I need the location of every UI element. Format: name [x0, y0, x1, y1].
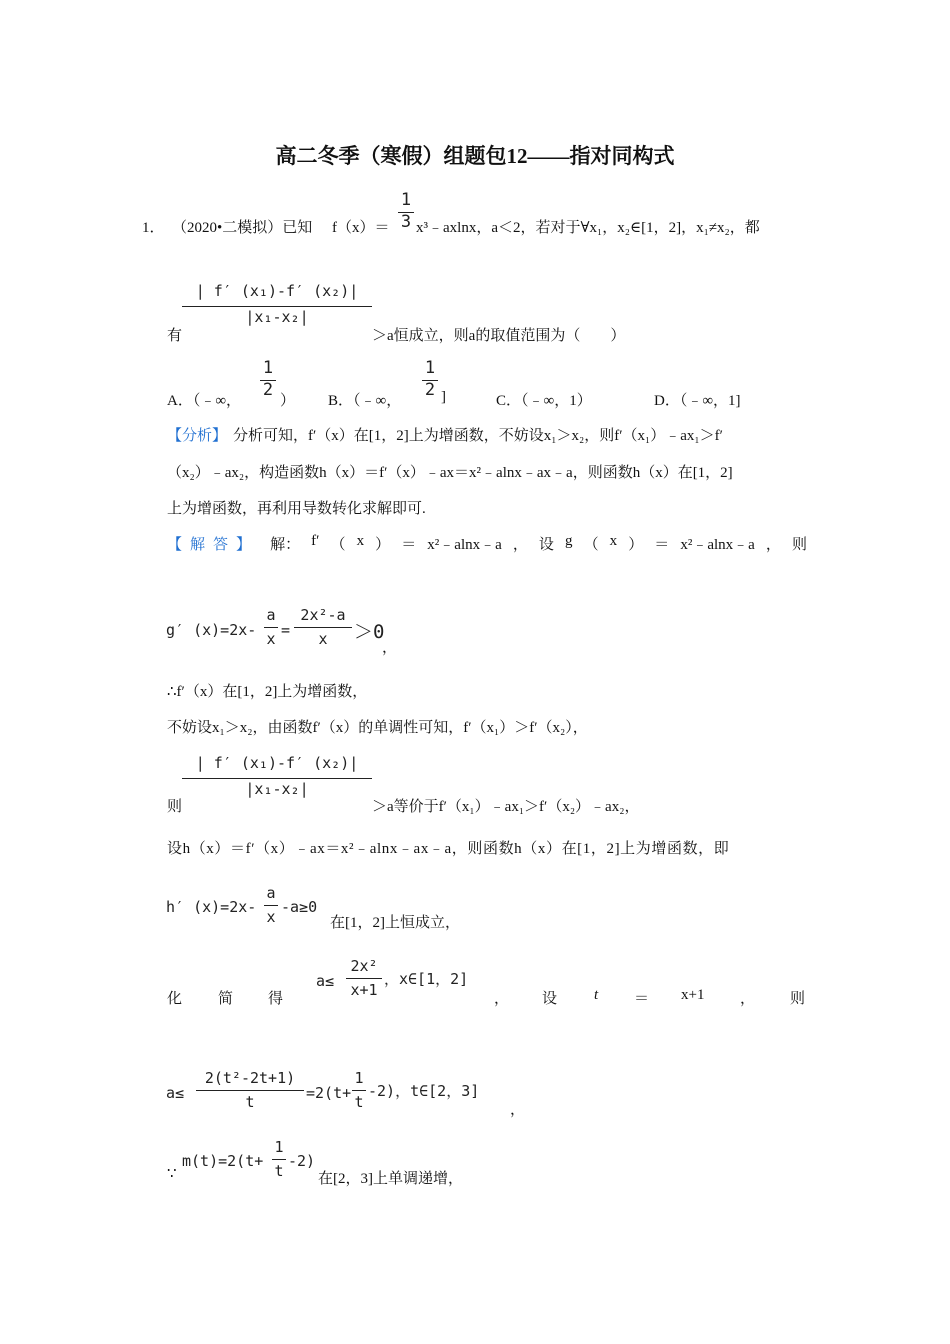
question-text-b: x³﹣axlnx，a＜2，若对于∀x₁，x₂∈[1，2]，x₁≠x₂，都: [416, 220, 760, 236]
solution-tag: 【解答】: [167, 537, 260, 553]
solution-monotone-line: 不妨设x₁＞x₂，由函数f′（x）的单调性可知，f′（x₁）＞f′（x₂），: [167, 720, 588, 736]
option-a-fraction: 1 2: [258, 358, 278, 400]
question-source: （2020•二模拟）已知: [172, 220, 313, 236]
solution-ze: 则: [167, 799, 183, 815]
option-a-label: A．（﹣∞，: [167, 393, 242, 409]
option-b-fraction: 1 2: [420, 358, 440, 400]
solution-increasing-line: ∴f′（x）在[1，2]上为增函数，: [167, 684, 368, 700]
analysis-line-2: （x₂）﹣ax₂，构造函数h（x）＝f′（x）﹣ax＝x²﹣alnx﹣ax﹣a，则函数h（x）在[1，2]: [167, 465, 733, 481]
fraction-one-third: 1 3: [396, 190, 416, 232]
option-b-label: B．（﹣∞，: [328, 393, 402, 409]
analysis-line-3: 上为增函数，再利用导数转化求解即可.: [167, 501, 426, 517]
solution-equivalent: ＞a等价于f′（x₁）﹣ax₁＞f′（x₂）﹣ax₂，: [372, 799, 640, 815]
question-you: 有: [167, 328, 183, 344]
option-b-end: ]: [441, 389, 446, 405]
solution-first-line: 【解答】 解： f′ （ x ） ＝ x²﹣alnx﹣a ， 设 g （ x ） ＝ x²﹣alnx﹣a ， 则: [167, 533, 807, 553]
analysis-tag: 【分析】: [167, 428, 228, 444]
page-title: 高二冬季（寒假）组题包12——指对同构式: [275, 144, 675, 168]
condition-fraction: | f′ (x₁)-f′ (x₂)| |x₁-x₂|: [182, 282, 372, 326]
question-number: 1．: [142, 220, 165, 236]
solution-h-definition: 设h（x）＝f′（x）﹣ax＝x²﹣alnx﹣ax﹣a，则函数h（x）在[1，2]上为增函数，即: [167, 841, 730, 857]
option-a-end: ）: [280, 393, 296, 409]
question-text-c: ＞a恒成立，则a的取值范围为（ ）: [372, 328, 626, 344]
condition-fraction-2: | f′ (x₁)-f′ (x₂)| |x₁-x₂|: [182, 754, 372, 798]
question-text-a: f（x）＝: [332, 220, 390, 236]
analysis-line-1: 分析可知，f′（x）在[1，2]上为增函数，不妨设x₁＞x₂，则f′（x₁）﹣ax₁＞f′: [233, 428, 723, 444]
option-d[interactable]: D．（﹣∞，1]: [654, 393, 741, 409]
option-c[interactable]: C．（﹣∞，1）: [496, 393, 592, 409]
